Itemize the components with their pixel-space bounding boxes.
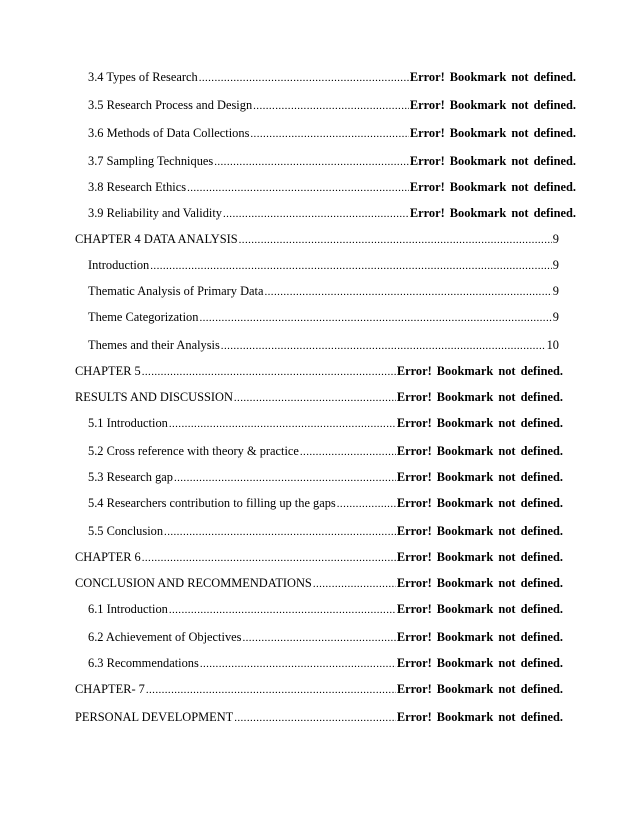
toc-entry[interactable] (75, 550, 563, 570)
toc-dot-leader (169, 604, 396, 616)
toc-entry-title: Theme Categorization (88, 310, 199, 324)
toc-entry[interactable] (88, 98, 576, 118)
toc-dot-leader (337, 498, 396, 510)
toc-entry-ref: Error! Bookmark not defined. (396, 496, 563, 510)
toc-entry-ref: Error! Bookmark not defined. (396, 682, 563, 696)
toc-entry[interactable] (88, 416, 563, 436)
toc-dot-leader (313, 578, 396, 590)
toc-entry-ref: Error! Bookmark not defined. (396, 710, 563, 724)
toc-dot-leader (250, 128, 408, 140)
toc-entry[interactable] (88, 284, 559, 304)
toc-entry-title: CHAPTER 6 (75, 550, 141, 564)
toc-entry-title: 3.5 Research Process and Design (88, 98, 253, 112)
toc-entry-ref: Error! Bookmark not defined. (396, 602, 563, 616)
toc-entry[interactable] (88, 180, 576, 200)
toc-entry[interactable] (88, 310, 559, 330)
toc-entry-title: RESULTS AND DISCUSSION (75, 390, 233, 404)
toc-entry-page: 9 (552, 258, 559, 272)
toc-entry-ref: Error! Bookmark not defined. (396, 630, 563, 644)
toc-entry[interactable] (88, 126, 576, 146)
toc-entry[interactable] (88, 602, 563, 622)
toc-entry-title: CHAPTER 5 (75, 364, 141, 378)
toc-dot-leader (234, 712, 396, 724)
toc-entry[interactable] (88, 206, 576, 226)
toc-entry[interactable] (75, 682, 563, 702)
toc-entry-ref: Error! Bookmark not defined. (409, 180, 576, 194)
toc-entry-title: Thematic Analysis of Primary Data (88, 284, 264, 298)
toc-dot-leader (199, 312, 551, 324)
toc-dot-leader (253, 100, 409, 112)
toc-entry-page: 10 (546, 338, 559, 352)
toc-entry[interactable] (88, 496, 563, 516)
toc-entry-title: 3.4 Types of Research (88, 70, 198, 84)
toc-entry-ref: Error! Bookmark not defined. (409, 154, 576, 168)
toc-entry[interactable] (88, 70, 576, 90)
toc-dot-leader (199, 72, 409, 84)
toc-entry-ref: Error! Bookmark not defined. (409, 126, 576, 140)
toc-entry-title: 3.9 Reliability and Validity (88, 206, 222, 220)
toc-entry[interactable] (88, 338, 559, 358)
toc-entry-ref: Error! Bookmark not defined. (396, 364, 563, 378)
toc-entry-ref: Error! Bookmark not defined. (396, 444, 563, 458)
toc-dot-leader (142, 552, 396, 564)
toc-dot-leader (234, 392, 396, 404)
toc-entry[interactable] (88, 154, 576, 174)
toc-entry-title: 6.1 Introduction (88, 602, 168, 616)
toc-entry-ref: Error! Bookmark not defined. (396, 416, 563, 430)
toc-entry-title: PERSONAL DEVELOPMENT (75, 710, 234, 724)
toc-entry-ref: Error! Bookmark not defined. (396, 524, 563, 538)
toc-entry-title: CHAPTER 4 DATA ANALYSIS (75, 232, 238, 246)
toc-entry[interactable] (75, 576, 563, 596)
toc-entry[interactable] (88, 630, 563, 650)
toc-entry-ref: Error! Bookmark not defined. (409, 70, 576, 84)
toc-dot-leader (221, 340, 546, 352)
toc-entry-page: 9 (552, 310, 559, 324)
toc-entry-title: 5.4 Researchers contribution to filling up the gaps (88, 496, 336, 510)
toc-entry[interactable] (88, 524, 563, 544)
toc-dot-leader (146, 684, 396, 696)
toc-entry[interactable] (88, 470, 563, 490)
toc-entry-title: CHAPTER- 7 (75, 682, 145, 696)
toc-dot-leader (242, 632, 395, 644)
toc-entry[interactable] (75, 390, 563, 410)
toc-entry-title: Themes and their Analysis (88, 338, 220, 352)
toc-entry-title: Introduction (88, 258, 150, 272)
toc-entry[interactable] (75, 364, 563, 384)
toc-entry-ref: Error! Bookmark not defined. (396, 656, 563, 670)
toc-entry-title: 5.2 Cross reference with theory & practice (88, 444, 299, 458)
toc-entry-ref: Error! Bookmark not defined. (396, 576, 563, 590)
toc-entry-page: 9 (552, 232, 559, 246)
toc-dot-leader (169, 418, 396, 430)
toc-entry-title: 3.7 Sampling Techniques (88, 154, 214, 168)
toc-entry-title: 5.3 Research gap (88, 470, 173, 484)
toc-dot-leader (150, 260, 552, 272)
toc-dot-leader (239, 234, 552, 246)
toc-dot-leader (200, 658, 396, 670)
toc-entry[interactable] (88, 258, 559, 278)
toc-dot-leader (142, 366, 396, 378)
toc-dot-leader (174, 472, 396, 484)
toc-entry-title: 3.8 Research Ethics (88, 180, 187, 194)
toc-dot-leader (214, 156, 409, 168)
toc-dot-leader (265, 286, 552, 298)
toc-dot-leader (164, 526, 396, 538)
toc-entry-ref: Error! Bookmark not defined. (396, 550, 563, 564)
toc-entry[interactable] (75, 232, 559, 252)
toc-dot-leader (187, 182, 409, 194)
toc-entry-ref: Error! Bookmark not defined. (409, 98, 576, 112)
toc-entry[interactable] (88, 444, 563, 464)
toc-entry-title: 5.5 Conclusion (88, 524, 164, 538)
toc-entry-title: 6.3 Recommendations (88, 656, 199, 670)
toc-entry-title: 3.6 Methods of Data Collections (88, 126, 250, 140)
toc-entry-ref: Error! Bookmark not defined. (396, 390, 563, 404)
toc-dot-leader (300, 446, 396, 458)
toc-entry[interactable] (75, 710, 563, 730)
toc-entry[interactable] (88, 656, 563, 676)
toc-dot-leader (223, 208, 409, 220)
toc-entry-title: 5.1 Introduction (88, 416, 168, 430)
toc-entry-title: 6.2 Achievement of Objectives (88, 630, 242, 644)
toc-entry-ref: Error! Bookmark not defined. (409, 206, 576, 220)
toc-entry-title: CONCLUSION AND RECOMMENDATIONS (75, 576, 312, 590)
toc-entry-ref: Error! Bookmark not defined. (396, 470, 563, 484)
toc-entry-page: 9 (552, 284, 559, 298)
